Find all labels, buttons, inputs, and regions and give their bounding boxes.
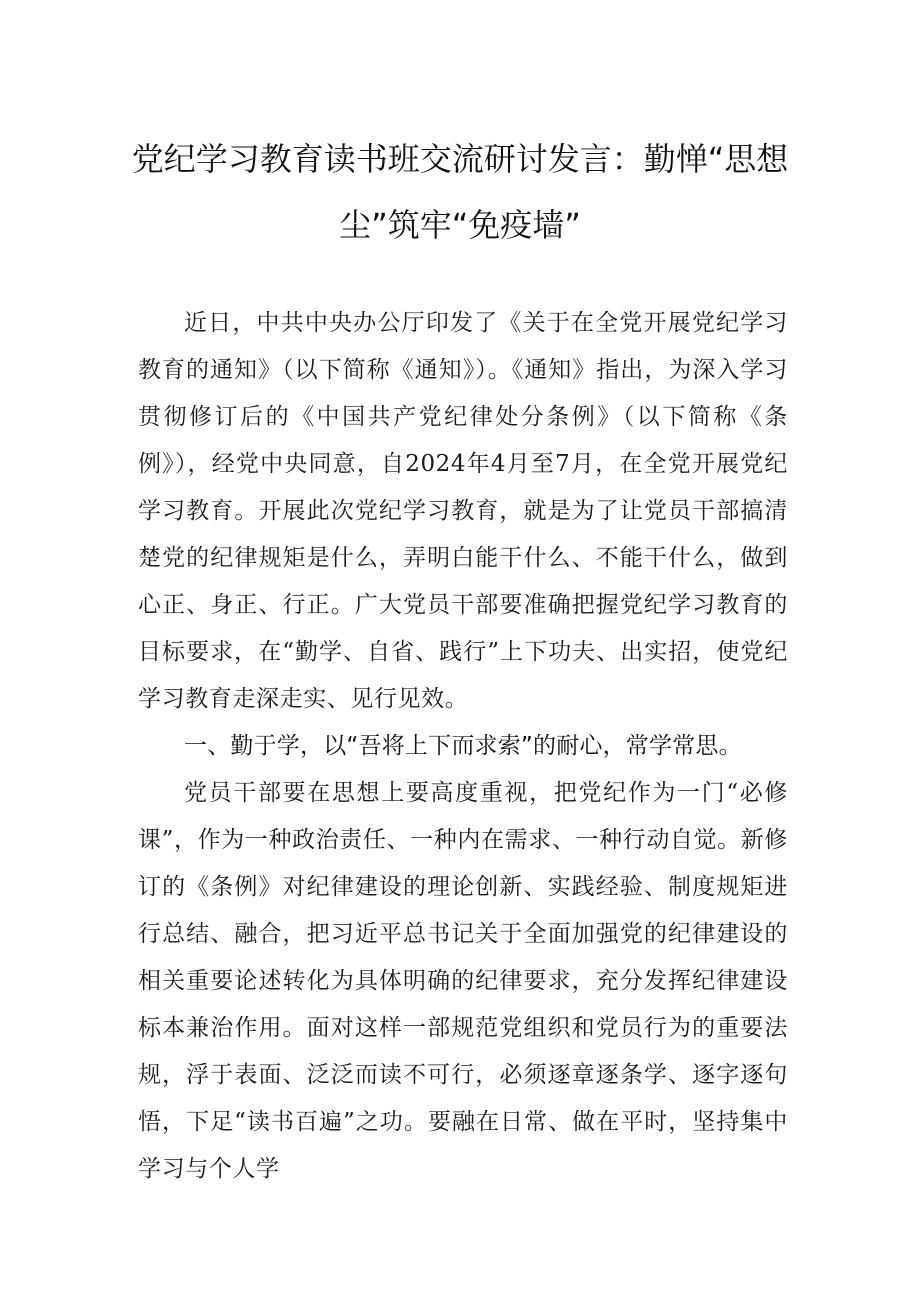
document-body	[138, 300, 788, 1193]
intro-paragraph: 近日，中共中央办公厅印发了《关于在全党开展党纪学习教育的通知》（以下简称《通知》）。《通知》指出，为深入学习贯彻修订后的《中国共产党纪律处分条例》（以下简称《条例》），经党中央同意，自2024年4月至7月，在全党开展党纪学习教育。开展此次党纪学习教育，就是为了让党员干部搞清楚党的纪律规矩是什么，弄明白能干什么、不能干什么，做到心正、身正、行正。广大党员干部要准确把握党纪学习教育的目标要求，在“勤学、自省、践行”上下功夫、出实招，使党纪学习教育走深走实、见行见效。	[138, 310, 788, 712]
section-1-paragraph: 党员干部要在思想上要高度重视，把党纪作为一门“必修课”，作为一种政治责任、一种内在需求、一种行动自觉。新修订的《条例》对纪律建设的理论创新、实践经验、制度规矩进行总结、融合，把习近平总书记关于全面加强党的纪律建设的相关重要论述转化为具体明确的纪律要求，充分发挥纪律建设标本兼治作用。面对这样一部规范党组织和党员行为的重要法规，浮于表面、泛泛而读不可行，必须逐章逐条学、逐字逐句悟，下足“读书百遍”之功。要融在日常、做在平时，坚持集中学习与个人学	[138, 780, 788, 1182]
section-heading-1: 一、勤于学，以“吾将上下而求索”的耐心，常学常思。	[184, 733, 742, 759]
document-title: 党纪学习教育读书班交流研讨发言：勤惮“思想尘”筑牢“免疫墙”	[131, 140, 789, 244]
